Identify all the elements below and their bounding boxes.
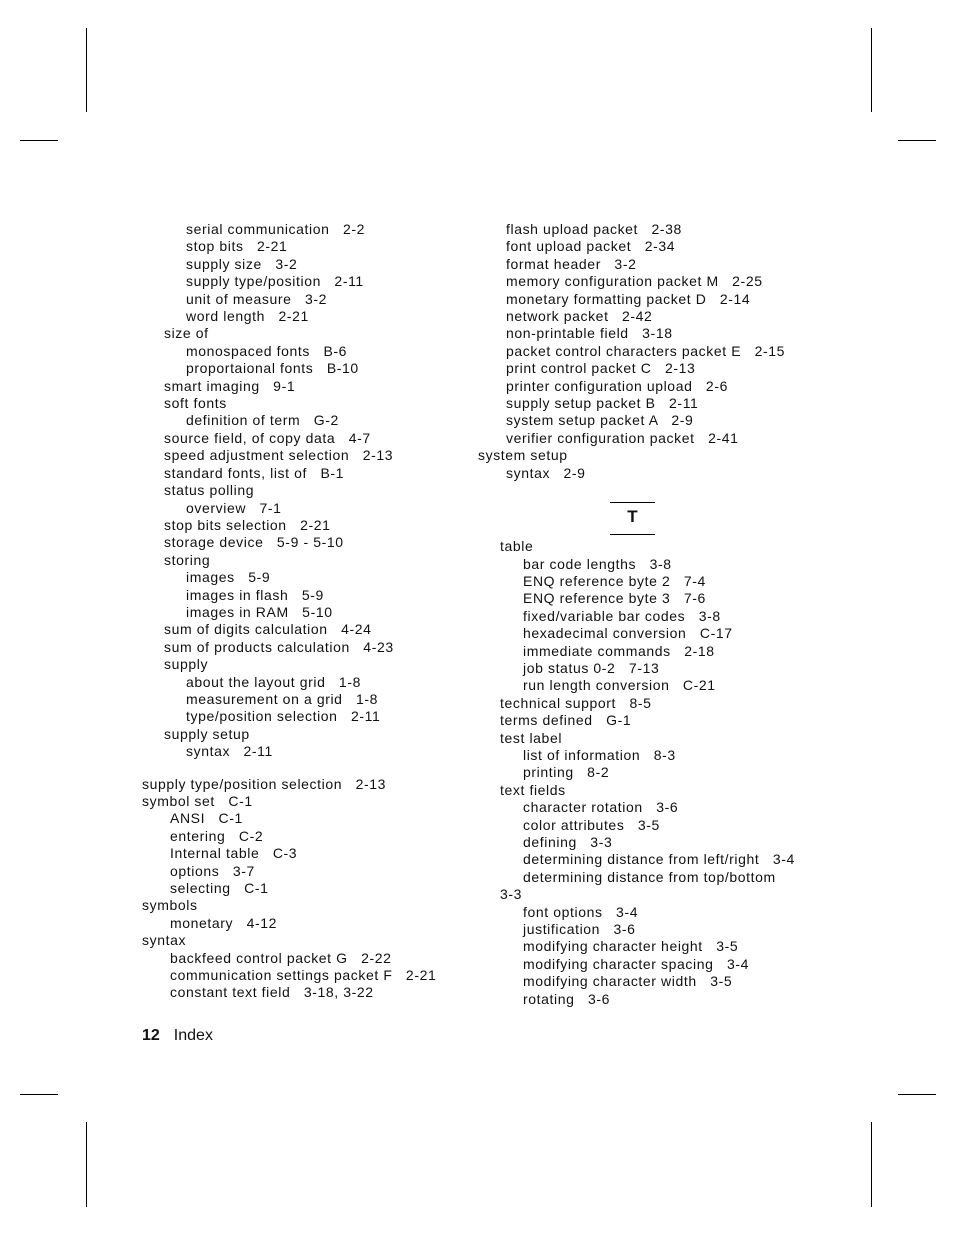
index-entry: immediate commands 2-18 <box>523 642 715 659</box>
index-entry: bar code lengths 3-8 <box>523 555 672 572</box>
index-entry: system setup <box>478 447 568 464</box>
index-entry: symbols <box>142 897 198 914</box>
index-entry: Internal table C-3 <box>170 845 298 862</box>
index-column-right <box>478 221 898 1008</box>
index-entry: modifying character spacing 3-4 <box>523 955 750 972</box>
index-entry: supply setup packet B 2-11 <box>506 395 699 412</box>
index-entry: communication settings packet F 2-21 <box>170 967 437 984</box>
index-entry: non-printable field 3-18 <box>506 325 673 342</box>
index-entry: verifier configuration packet 2-41 <box>506 429 739 446</box>
index-group-t <box>478 538 898 1008</box>
footer-label: Index <box>173 1027 213 1044</box>
index-entry: font options 3-4 <box>523 903 639 920</box>
index-entry: ENQ reference byte 2 7-4 <box>523 572 706 589</box>
crop-mark <box>86 1122 87 1207</box>
index-group-s-continued <box>478 221 898 482</box>
index-entry: standard fonts, list of B-1 <box>164 464 345 481</box>
crop-mark <box>20 140 58 141</box>
index-entry: job status 0-2 7-13 <box>523 659 660 676</box>
index-entry: supply type/position selection 2-13 <box>142 775 386 792</box>
section-header-t <box>478 490 898 538</box>
index-entry: supply <box>164 656 209 673</box>
section-rule <box>610 502 655 503</box>
index-entry: determining distance from top/bottom <box>523 868 776 885</box>
index-entry: monetary formatting packet D 2-14 <box>506 290 751 307</box>
index-entry: constant text field 3-18, 3-22 <box>170 984 374 1001</box>
index-entry: hexadecimal conversion C-17 <box>523 625 733 642</box>
index-entry: monospaced fonts B-6 <box>186 342 348 359</box>
index-entry: run length conversion C-21 <box>523 677 716 694</box>
index-entry: supply setup <box>164 725 250 742</box>
index-entry: monetary 4-12 <box>170 914 278 931</box>
index-entry: modifying character width 3-5 <box>523 973 733 990</box>
index-entry: memory configuration packet M 2-25 <box>506 273 763 290</box>
index-entry: syntax 2-11 <box>186 743 273 760</box>
crop-mark <box>86 28 87 112</box>
index-entry: stop bits 2-21 <box>186 238 288 255</box>
index-entry: status polling <box>164 482 255 499</box>
index-entry: definition of term G-2 <box>186 412 339 429</box>
index-entry: supply size 3-2 <box>186 255 298 272</box>
index-entry: word length 2-21 <box>186 308 309 325</box>
index-entry: list of information 8-3 <box>523 746 676 763</box>
page-number: 12 <box>142 1027 160 1044</box>
index-entry: printing 8-2 <box>523 764 610 781</box>
index-entry: terms defined G-1 <box>500 712 632 729</box>
crop-mark <box>898 1094 936 1095</box>
index-entry: size of <box>164 325 209 342</box>
index-entry: backfeed control packet G 2-22 <box>170 949 392 966</box>
spacer <box>142 761 462 776</box>
index-entry: modifying character height 3-5 <box>523 938 739 955</box>
index-entry: options 3-7 <box>170 862 255 879</box>
index-entry: determining distance from left/right 3-4 <box>523 851 795 868</box>
crop-mark <box>898 140 936 141</box>
index-entry: rotating 3-6 <box>523 990 610 1007</box>
index-entry: technical support 8-5 <box>500 694 652 711</box>
index-entry: syntax 2-9 <box>506 464 586 481</box>
index-entry: ANSI C-1 <box>170 810 243 827</box>
index-entry: font upload packet 2-34 <box>506 238 676 255</box>
index-entry: system setup packet A 2-9 <box>506 412 694 429</box>
index-entry: selecting C-1 <box>170 880 269 897</box>
index-entry: defining 3-3 <box>523 834 613 850</box>
index-entry: ENQ reference byte 3 7-6 <box>523 590 706 607</box>
index-entry: images in RAM 5-10 <box>186 603 333 620</box>
index-entry: source field, of copy data 4-7 <box>164 429 371 446</box>
section-rule <box>610 534 655 535</box>
crop-mark <box>871 28 872 112</box>
index-entry: test label <box>500 729 563 746</box>
index-entry: packet control characters packet E 2-15 <box>506 342 786 359</box>
index-entry: speed adjustment selection 2-13 <box>164 447 394 464</box>
index-entry: network packet 2-42 <box>506 308 653 325</box>
index-entry: about the layout grid 1-8 <box>186 673 361 690</box>
crop-mark <box>20 1094 58 1095</box>
index-entry: proportaional fonts B-10 <box>186 360 359 377</box>
index-entry: sum of products calculation 4-23 <box>164 638 394 655</box>
index-entry: measurement on a grid 1-8 <box>186 690 379 707</box>
index-entry: overview 7-1 <box>186 499 282 516</box>
index-entry: flash upload packet 2-38 <box>506 221 682 237</box>
index-entry: color attributes 3-5 <box>523 816 660 833</box>
index-entry: justification 3-6 <box>523 921 636 938</box>
index-entry: format header 3-2 <box>506 255 637 272</box>
index-entry: print control packet C 2-13 <box>506 360 696 377</box>
index-entry: sum of digits calculation 4-24 <box>164 621 372 638</box>
crop-mark <box>871 1122 872 1207</box>
index-entry: stop bits selection 2-21 <box>164 516 331 533</box>
page-footer <box>142 1027 213 1045</box>
index-entry: storage device 5-9 - 5-10 <box>164 534 344 551</box>
index-entry: images in flash 5-9 <box>186 586 324 603</box>
section-letter: T <box>627 507 638 527</box>
index-entry: printer configuration upload 2-6 <box>506 377 728 394</box>
index-entry: serial communication 2-2 <box>186 221 365 237</box>
index-entry: soft fonts <box>164 395 227 412</box>
index-entry: 3-3 <box>500 886 523 903</box>
index-entry: symbol set C-1 <box>142 793 253 809</box>
index-entry: unit of measure 3-2 <box>186 290 327 307</box>
index-entry: entering C-2 <box>170 827 264 844</box>
index-entry: supply type/position 2-11 <box>186 273 364 290</box>
index-entry: fixed/variable bar codes 3-8 <box>523 607 721 624</box>
index-entry: storing <box>164 551 211 568</box>
index-entry: images 5-9 <box>186 569 271 586</box>
index-column-left <box>142 221 462 1002</box>
index-entry: type/position selection 2-11 <box>186 708 381 725</box>
index-entry: text fields <box>500 781 566 798</box>
index-entry: smart imaging 9-1 <box>164 377 296 394</box>
index-entry: syntax <box>142 932 187 949</box>
index-entry: table <box>500 538 534 555</box>
index-entry: character rotation 3-6 <box>523 799 679 816</box>
